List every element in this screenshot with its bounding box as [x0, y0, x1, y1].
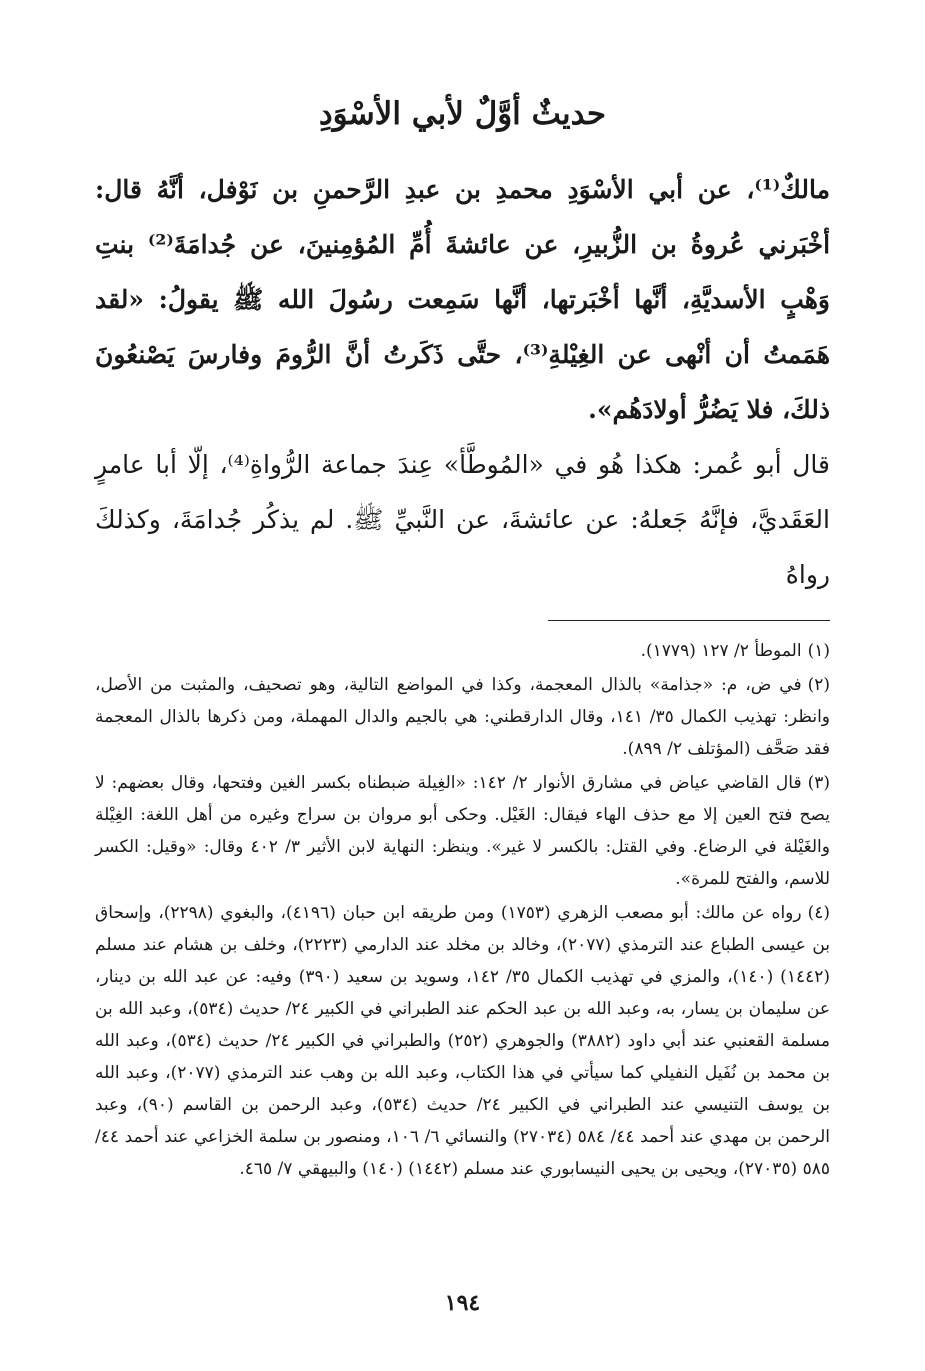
footnote-divider — [548, 620, 830, 621]
footnote-3 — [95, 767, 830, 895]
page-number: ١٩٤ — [444, 1290, 481, 1316]
footnote-4 — [95, 897, 830, 1185]
footnote-number: (٤) — [807, 903, 831, 923]
hadith-text: مالكٌ⁽¹⁾، عن أبي الأسْوَدِ محمدِ بن عبدِ الرَّحمنِ بن نَوْفل، أنَّهُ قال: أخْبَرني عُروةُ بن الزُّبيرِ، عن عائشةَ أُمِّ المُؤمِنينَ، عن جُدامَةَ⁽²⁾ بنتِ وَهْبٍ الأسديَّةِ، أنَّها أخْبَرتها، أنَّها سَمِعت رسُولَ الله ﷺ يقولُ: «لقد هَمَمتُ أن أنْهى عن الغِيْلةِ⁽³⁾، حتَّى ذَكَرتُ أنَّ الرُّومَ وفارسَ يَصْنعُونَ ذلكَ، فلا يَضُرُّ أولادَهُم». — [95, 175, 831, 424]
footnote-1 — [95, 635, 830, 667]
footnote-number: (٣) — [807, 773, 830, 793]
footnote-number: (١) — [807, 641, 830, 661]
commentary-text: قال أبو عُمر: هكذا هُو في «المُوطَّأ» عِندَ جماعة الرُّواةِ⁽⁴⁾، إلّا أبا عامرٍ العَقَديَّ، فإنَّهُ جَعلهُ: عن عائشةَ، عن النَّبيِّ ﷺ. لم يذكُر جُدامَةَ، وكذلكَ رواهُ — [95, 450, 831, 589]
main-text — [95, 162, 830, 602]
footnote-number: (٢) — [807, 675, 830, 695]
footnote-text: قال القاضي عياض في مشارق الأنوار ٢/ ١٤٢: «الغِيلة ضبطناه بكسر الغين وفتحها، وقال بعضهم: لا يصح فتح العين إلا مع حذف الهاء فيقال: الغَيْل. وحكى أبو مروان بن سراج وغيره من أهل اللغة: الغِيْلة والغَيْلة في الرضاع. وفي القتل: بالكسر لا غير». وينظر: النهاية لابن الأثير ٣/ ٤٠٢ وقال: «وقيل: الكسر للاسم، والفتح للمرة». — [95, 773, 830, 889]
footnotes — [95, 635, 830, 1185]
hadith-title: حديثٌ أوَّلٌ لأبي الأسْوَدِ — [318, 96, 607, 132]
footnote-2 — [95, 669, 830, 765]
footnote-text: رواه عن مالك: أبو مصعب الزهري (١٧٥٣) ومن طريقه ابن حبان (٤١٩٦)، والبغوي (٢٢٩٨)، وإسحاق بن عيسى الطباع عند الترمذي (٢٠٧٧)، وخالد بن مخلد عند الدارمي (٢٢٢٣)، وخلف بن هشام عند مسلم (١٤٤٢) (١٤٠)، والمزي في تهذيب الكمال ٣٥/ ١٤٢، وسويد بن سعيد (٣٩٠) وفيه: عن عبد الله بن دينار، عن سليمان بن يسار، به، وعبد الله بن عبد الحكم عند الطبراني في الكبير ٢٤/ حديث (٥٣٤)، وعبد الله بن مسلمة القعنبي عند أبي داود (٣٨٨٢) والجوهري (٢٥٢) والطبراني في الكبير ٢٤/ حديث (٥٣٤)، وعبد الله بن محمد بن نُفَيل النفيلي كما سيأتي في هذا الكتاب، وعبد الله بن وهب عند الترمذي (٢٠٧٧)، وعبد الله بن يوسف التنيسي عند الطبراني في الكبير ٢٤/ حديث (٥٣٤)، وعبد الرحمن بن القاسم (٩٠)، وعبد الرحمن بن مهدي عند أحمد ٤٤/ ٥٨٤ (٢٧٠٣٤) والنسائي ٦/ ١٠٦، ومنصور بن سلمة الخزاعي عند أحمد ٤٤/ ٥٨٥ (٢٧٠٣٥)، ويحيى بن يحيى النيسابوري عند مسلم (١٤٤٢) (١٤٠) والبيهقي ٧/ ٤٦٥. — [95, 903, 831, 1179]
page-body — [95, 88, 830, 1187]
footnote-text: الموطأ ٢/ ١٢٧ (١٧٧٩). — [640, 641, 802, 661]
footnote-text: في ض، م: «جذامة» بالذال المعجمة، وكذا في المواضع التالية، وهو تصحيف، والمثبت من الأصل، وانظر: تهذيب الكمال ٣٥/ ١٤١، وقال الدارقطني: هي بالجيم والدال المهملة، ومن ذكرها بالذال المعجمة فقد صَحَّف (المؤتلف ٢/ ٨٩٩). — [95, 675, 830, 759]
